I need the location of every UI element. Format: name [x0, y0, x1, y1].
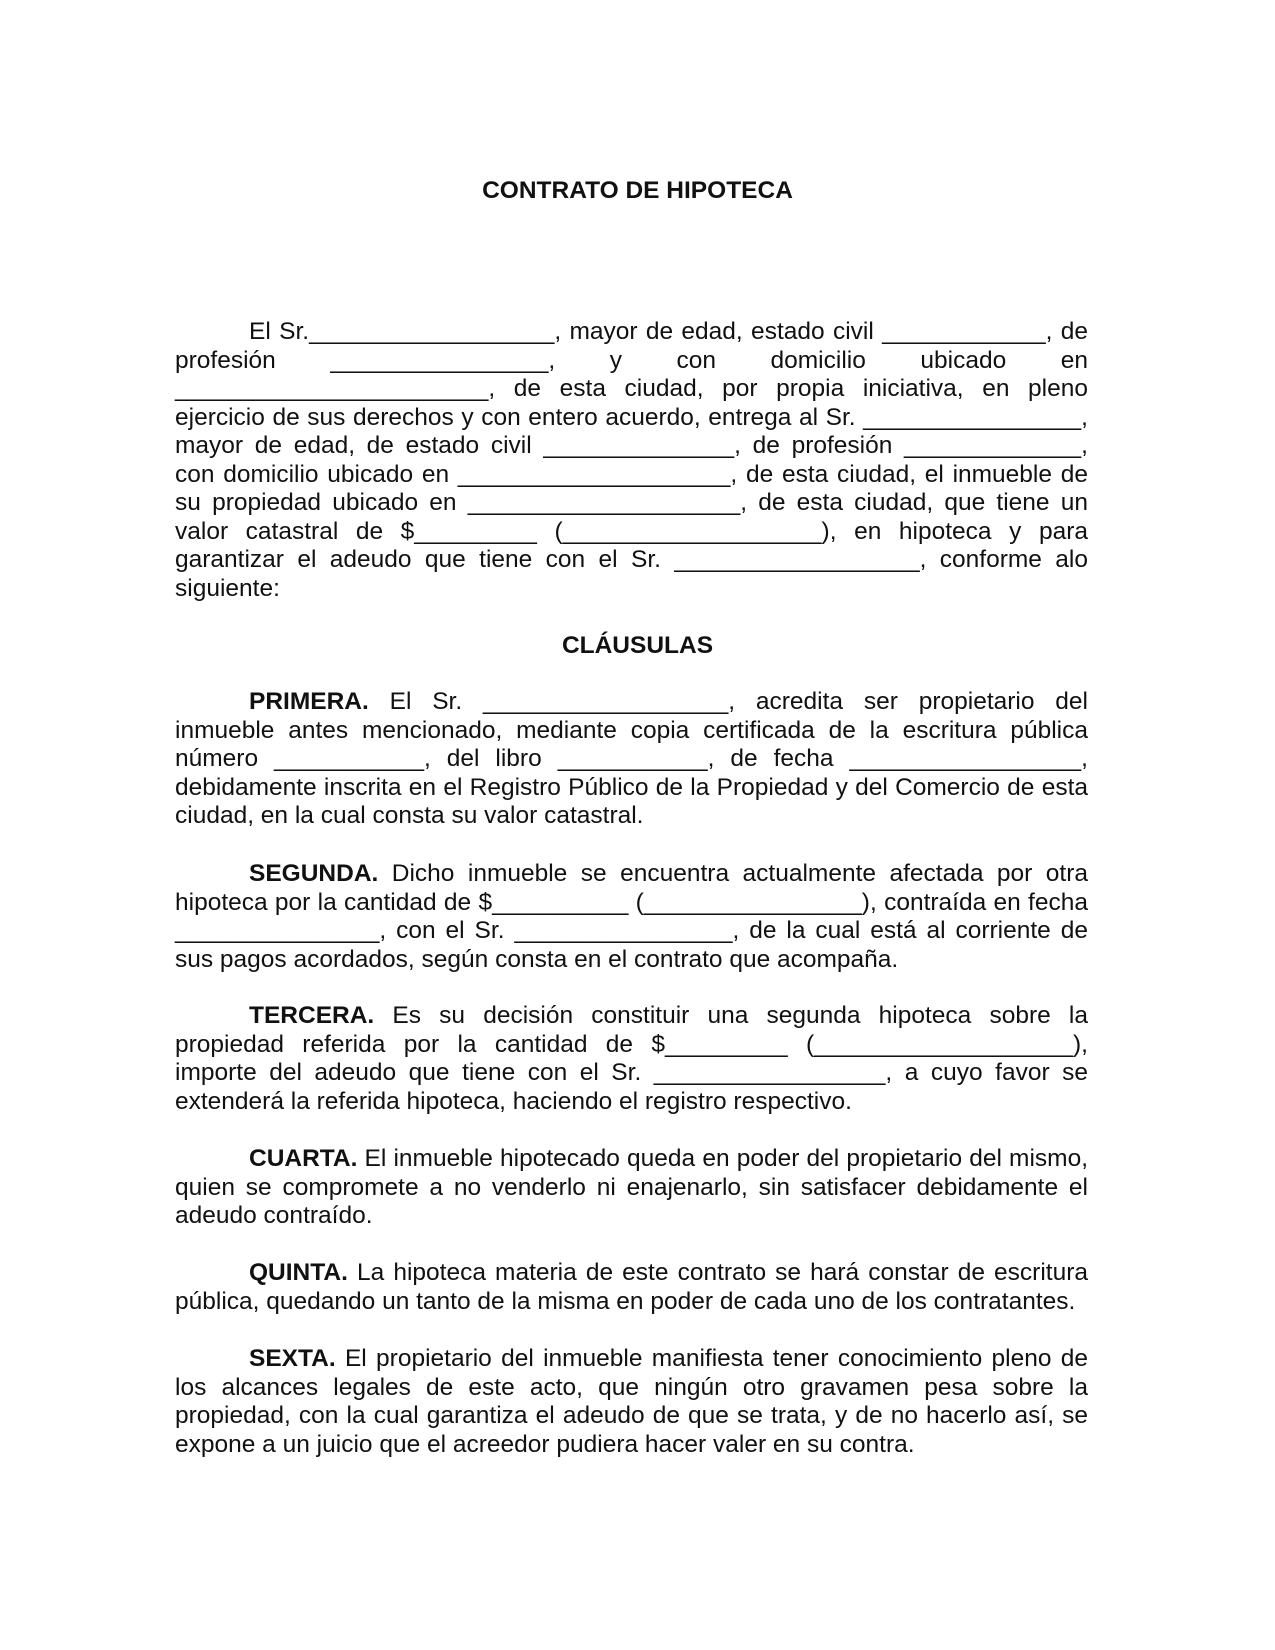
clause-label: SEXTA. — [249, 1345, 336, 1372]
clauses-heading: CLÁUSULAS — [561, 632, 714, 659]
clause-label: SEGUNDA. — [249, 860, 379, 887]
clause-label: QUINTA. — [249, 1259, 348, 1286]
clause-segunda — [175, 860, 1088, 974]
clause-label: PRIMERA. — [249, 688, 369, 715]
clause-text: La hipoteca materia de este contrato se hará constar de escritura pública, quedando un tanto de la misma en poder de cada uno de los contratantes. — [175, 1259, 1088, 1315]
clause-cuarta — [175, 1145, 1088, 1231]
clause-text: El inmueble hipotecado queda en poder del propietario del mismo, quien se compromete a no venderlo ni enajenarlo, sin satisfacer debidamente el adeudo contraído. — [175, 1145, 1088, 1229]
clause-text: El propietario del inmueble manifiesta tener conocimiento pleno de los alcances legales de este acto, que ningún otro gravamen pesa sobre la propiedad, con la cual garantiza el adeudo de que se trata, y de no hacerlo así, se expone a un juicio que el acreedor pudiera hacer valer en su contra. — [175, 1345, 1088, 1458]
clause-primera — [175, 688, 1088, 831]
clause-sexta — [175, 1345, 1088, 1459]
clause-text: Dicho inmueble se encuentra actualmente afectada por otra hipoteca por la cantidad de $__________ (________________), contraída en fecha _______________, con el Sr. ________________, de la cual está al corriente de sus pagos acordados, según consta en el contrato que acompaña. — [175, 860, 1088, 973]
clause-label: CUARTA. — [249, 1145, 358, 1172]
clause-text: Es su decisión constituir una segunda hipoteca sobre la propiedad referida por la cantidad de $_________ (___________________), importe del adeudo que tiene con el Sr. _________________, a cuyo favor se extenderá la referida hipoteca, haciendo el registro respectivo. — [175, 1002, 1088, 1115]
clause-text: El Sr. __________________, acredita ser propietario del inmueble antes mencionado, mediante copia certificada de la escritura pública número ___________, del libro ___________, de fecha _________________, debidamente inscrita en el Registro Público de la Propiedad y del Comercio de esta ciudad, en la cual consta su valor catastral. — [175, 688, 1088, 829]
clause-quinta — [175, 1259, 1088, 1316]
intro-paragraph: El Sr.__________________, mayor de edad, estado civil ____________, de profesión ________________, y con domicilio ubicado en _______________________, de esta ciudad, por propia iniciativa, en pleno ejercicio de sus derechos y con entero acuerdo, entrega al Sr. ________________, mayor de edad, de estado civil ______________, de profesión _____________, con domicilio ubicado en ____________________, de esta ciudad, el inmueble de su propiedad ubicado en ____________________, de esta ciudad, que tiene un valor catastral de $_________ (___________________), en hipoteca y para garantizar el adeudo que tiene con el Sr. __________________, conforme alo siguiente: — [175, 318, 1088, 602]
clause-tercera — [175, 1002, 1088, 1116]
document-title: CONTRATO DE HIPOTECA — [482, 177, 793, 204]
clause-label: TERCERA. — [249, 1002, 375, 1029]
